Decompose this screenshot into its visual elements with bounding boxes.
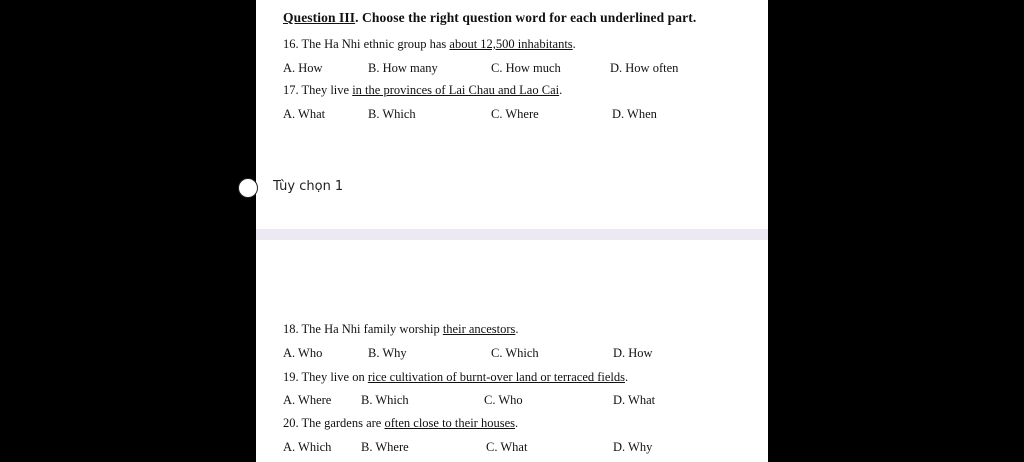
question-number: 16. bbox=[283, 37, 299, 51]
question-16 bbox=[283, 37, 576, 52]
question-underlined: their ancestors bbox=[442, 322, 516, 336]
option-c: C. How much bbox=[491, 61, 561, 75]
question-end: . bbox=[572, 37, 576, 51]
question-number: 19. bbox=[283, 370, 299, 384]
option-b: B. Why bbox=[368, 346, 407, 360]
question-end: . bbox=[515, 322, 519, 336]
option-d: D. What bbox=[613, 393, 656, 407]
question-end: . bbox=[625, 370, 629, 384]
question-20 bbox=[283, 416, 518, 431]
question-text: The gardens are bbox=[298, 416, 385, 430]
option-c: C. What bbox=[486, 440, 528, 454]
option-c: C. Where bbox=[491, 107, 539, 121]
question-number: 18. bbox=[283, 322, 299, 336]
heading-rest: . Choose the right question word for each underlined part. bbox=[355, 10, 697, 25]
option-b: B. Where bbox=[361, 440, 409, 454]
option-a: A. Which bbox=[283, 440, 332, 454]
option-d: D. Why bbox=[613, 440, 653, 454]
option-a: A. What bbox=[283, 107, 326, 121]
question-text: They live on bbox=[298, 370, 368, 384]
question-underlined: rice cultivation of burnt-over land or terraced fields bbox=[367, 370, 626, 384]
question-17 bbox=[283, 83, 562, 98]
option-d: D. How bbox=[613, 346, 653, 360]
question-underlined: in the provinces of Lai Chau and Lao Cai bbox=[352, 83, 560, 97]
question-end: . bbox=[559, 83, 563, 97]
question-underlined: about 12,500 inhabitants bbox=[449, 37, 573, 51]
option-a: A. Who bbox=[283, 346, 323, 360]
question-end: . bbox=[515, 416, 519, 430]
option-b: B. How many bbox=[368, 61, 438, 75]
option-b: B. Which bbox=[368, 107, 416, 121]
option-a: A. How bbox=[283, 61, 323, 75]
card-separator bbox=[256, 229, 768, 240]
option-c: C. Which bbox=[491, 346, 539, 360]
option-c: C. Who bbox=[484, 393, 523, 407]
question-text: The Ha Nhi family worship bbox=[298, 322, 443, 336]
option-b: B. Which bbox=[361, 393, 409, 407]
option-a: A. Where bbox=[283, 393, 332, 407]
option-d: D. When bbox=[612, 107, 657, 121]
question-text: They live bbox=[298, 83, 353, 97]
question-number: 20. bbox=[283, 416, 299, 430]
question-19 bbox=[283, 370, 628, 385]
option-d: D. How often bbox=[610, 61, 679, 75]
section-heading bbox=[283, 10, 696, 26]
question-underlined: often close to their houses bbox=[384, 416, 515, 430]
heading-roman: III bbox=[339, 10, 356, 25]
question-18 bbox=[283, 322, 519, 337]
radio-button[interactable] bbox=[238, 178, 258, 198]
heading-prefix: Question bbox=[283, 10, 340, 25]
question-number: 17. bbox=[283, 83, 299, 97]
radio-label[interactable]: Tùy chọn 1 bbox=[273, 179, 344, 194]
question-text: The Ha Nhi ethnic group has bbox=[298, 37, 450, 51]
